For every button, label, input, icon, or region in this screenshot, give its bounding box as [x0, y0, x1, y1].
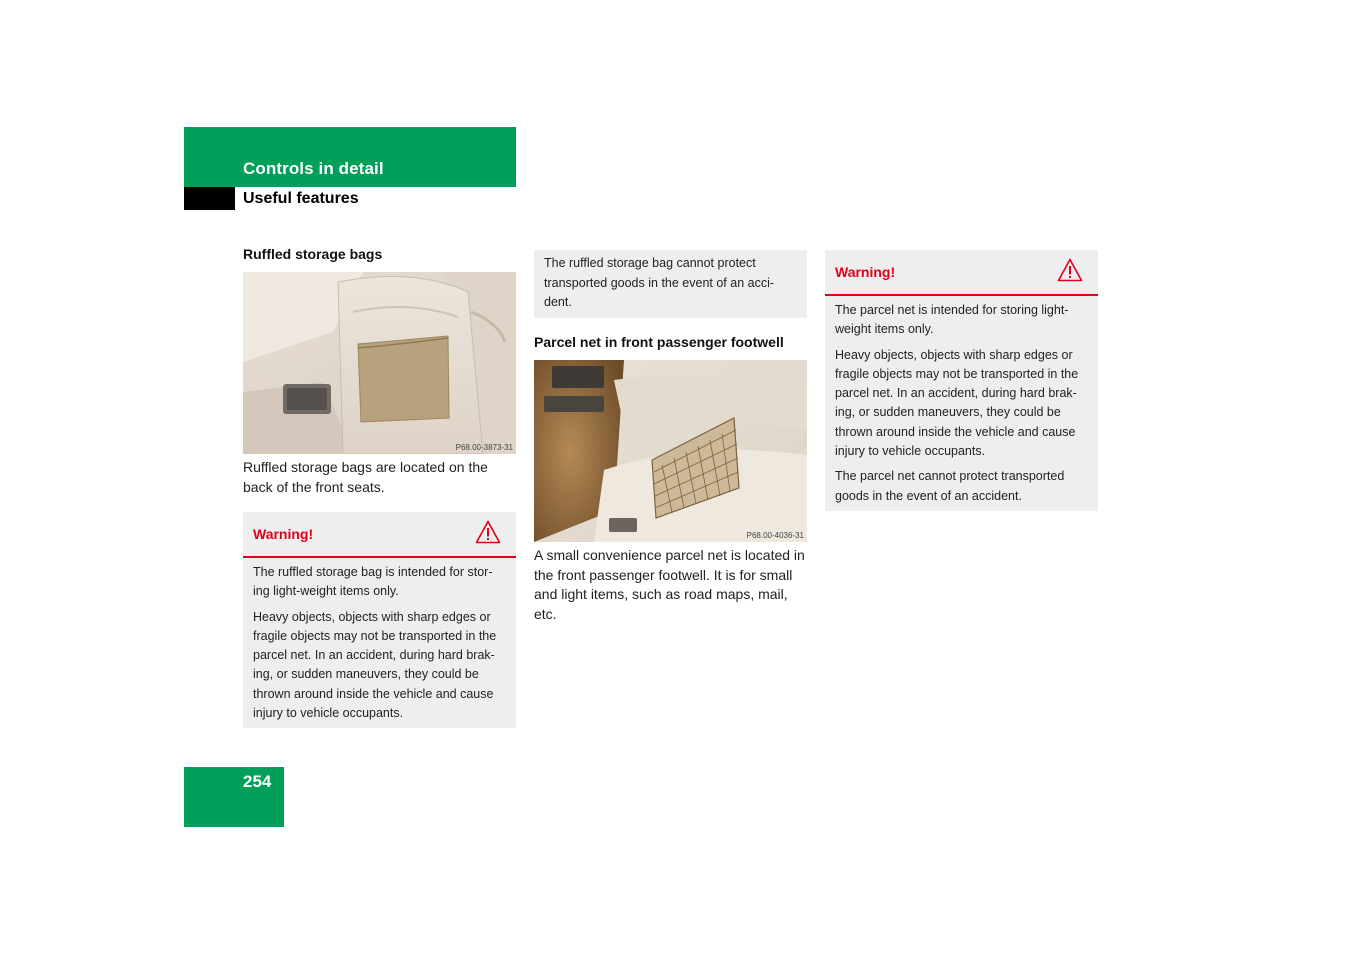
warning-body [243, 558, 516, 729]
warning-paragraph: The parcel net is intended for storing light-weight items only. [835, 303, 1069, 337]
warning-paragraph: Heavy objects, objects with sharp edges or fragile objects may not be transported in the parcel net. In an accident, during hard brak-ing, or sudden maneuvers, they could be thrown around inside the vehicle and cause injury to vehicle occupants. [253, 609, 497, 721]
photo-code: P68.00-3873-31 [455, 443, 513, 452]
warning-header [243, 512, 516, 558]
note-box: The ruffled storage bag cannot protect transported goods in the event of an acci-dent. [534, 250, 807, 318]
warning-paragraph: The parcel net cannot protect transported goods in the event of an accident. [835, 469, 1065, 503]
section-marker [184, 187, 235, 210]
warning-label: Warning! [835, 264, 896, 280]
warning-box-ruffled-bags [243, 512, 516, 728]
warning-paragraph: The ruffled storage bag is intended for stor-ing light-weight items only. [253, 565, 493, 599]
warning-body [825, 296, 1098, 512]
warning-label: Warning! [253, 526, 314, 542]
section-title: Useful features [243, 190, 359, 207]
warning-triangle-icon [475, 520, 501, 544]
ruffled-bags-heading: Ruffled storage bags [243, 246, 383, 262]
warning-paragraph: Heavy objects, objects with sharp edges or fragile objects may not be transported in the parcel net. In an accident, during hard brak-ing, or sudden maneuvers, they could be thrown around inside the vehicle and cause injury to vehicle occupants. [835, 347, 1079, 459]
parcel-net-heading: Parcel net in front passenger footwell [534, 334, 784, 350]
photo-code: P68.00-4036-31 [746, 531, 804, 540]
warning-header [825, 250, 1098, 296]
ruffled-bags-caption: Ruffled storage bags are located on the back of the front seats. [243, 459, 488, 495]
page-number: 254 [243, 772, 272, 791]
warning-triangle-icon [1057, 258, 1083, 282]
chapter-title: Controls in detail [243, 159, 384, 178]
ruffled-bags-photo [243, 272, 516, 454]
parcel-net-caption: A small convenience parcel net is located in the front passenger footwell. It is for small and light items, such as road maps, mail, etc. [534, 547, 805, 622]
parcel-net-photo [534, 360, 807, 542]
warning-box-parcel-net [825, 250, 1098, 511]
